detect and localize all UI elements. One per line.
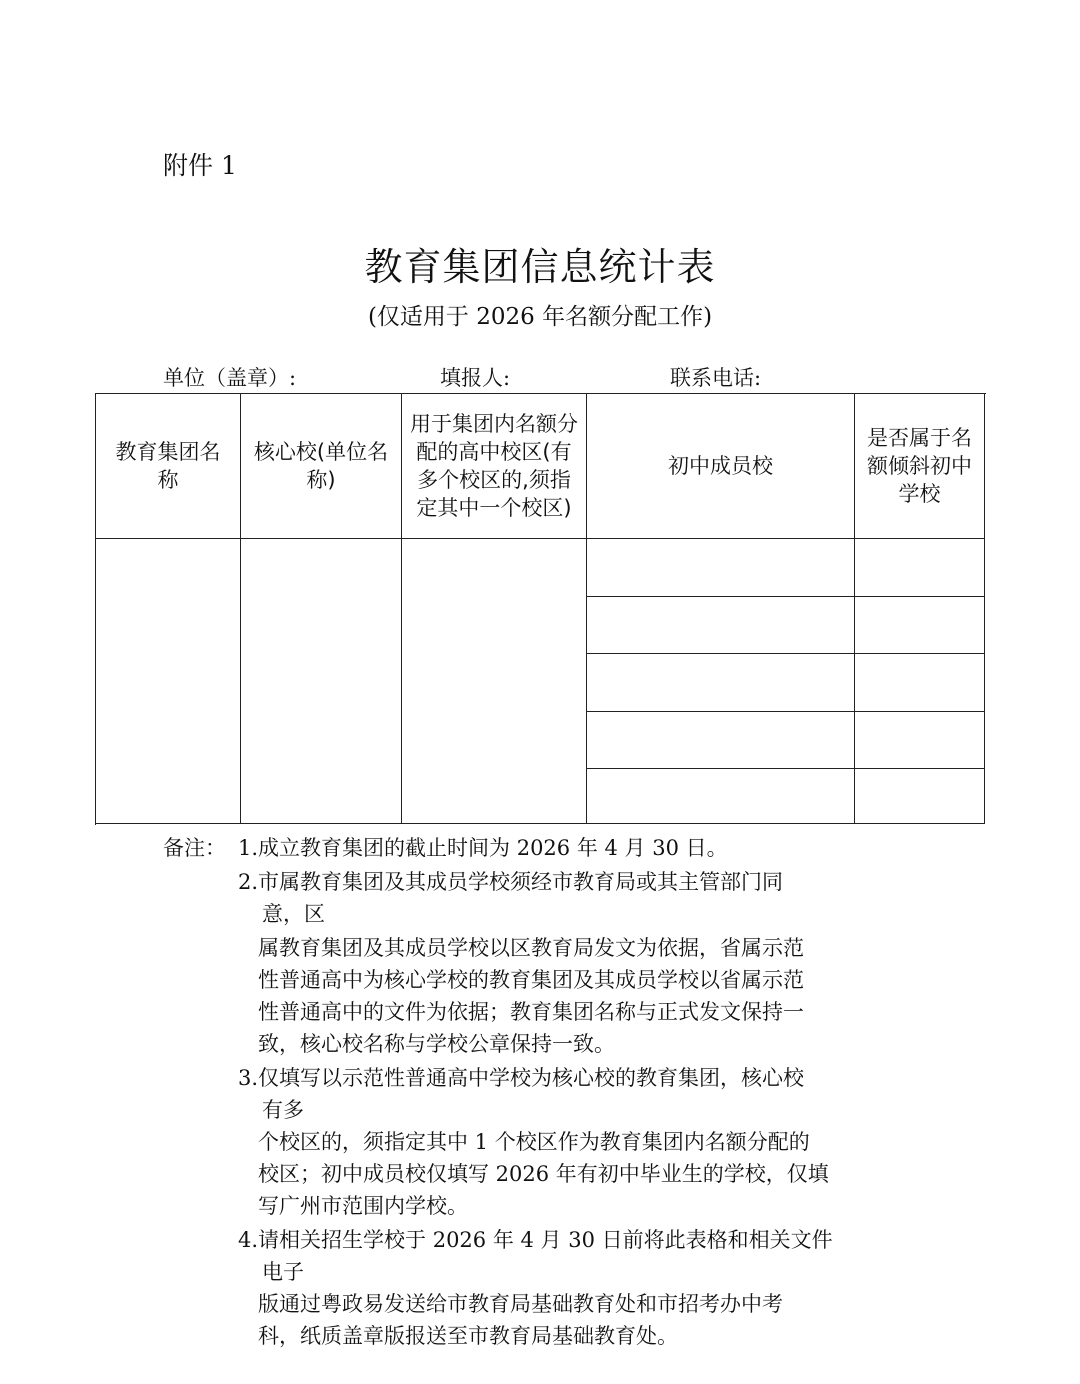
cell-core-school[interactable] — [241, 539, 402, 824]
info-table — [95, 393, 986, 825]
note-2-line-6: 致，核心校名称与学校公章保持一致。 — [258, 1032, 615, 1056]
header-group-name-text: 教育集团名称 — [115, 440, 221, 492]
note-2-line-5: 性普通高中的文件为依据；教育集团名称与正式发文保持一 — [258, 1000, 804, 1024]
header-high-school-campus — [402, 394, 587, 539]
header-junior-member — [587, 394, 855, 539]
note-4-line-2: 电子 — [262, 1260, 304, 1284]
phone-label: 联系电话: — [670, 366, 762, 390]
cell-junior-member-1[interactable] — [587, 539, 855, 597]
note-4-line-3: 版通过粤政易发送给市教育局基础教育处和市招考办中考 — [258, 1292, 783, 1316]
note-4-line-1: 4.请相关招生学校于 2026 年 4 月 30 日前将此表格和相关文件 — [238, 1228, 833, 1252]
note-3-line-3: 个校区的，须指定其中 1 个校区作为教育集团内名额分配的 — [258, 1130, 810, 1154]
filler-label: 填报人: — [440, 366, 511, 390]
cell-junior-member-3[interactable] — [587, 654, 855, 712]
cell-junior-member-2[interactable] — [587, 597, 855, 654]
cell-group-name[interactable] — [96, 539, 241, 824]
note-2-line-3: 属教育集团及其成员学校以区教育局发文为依据，省属示范 — [258, 936, 804, 960]
note-3-line-1: 3.仅填写以示范性普通高中学校为核心校的教育集团，核心校 — [238, 1066, 805, 1090]
notes-label: 备注： — [163, 836, 226, 860]
header-quota-tilt-text: 是否属于名额倾斜初中学校 — [867, 426, 972, 506]
note-1: 1.成立教育集团的截止时间为 2026 年 4 月 30 日。 — [238, 836, 728, 860]
header-junior-member-text: 初中成员校 — [668, 454, 773, 478]
cell-quota-tilt-2[interactable] — [855, 597, 985, 654]
note-3-line-4: 校区；初中成员校仅填写 2026 年有初中毕业生的学校，仅填 — [258, 1162, 829, 1186]
cell-quota-tilt-3[interactable] — [855, 654, 985, 712]
cell-quota-tilt-1[interactable] — [855, 539, 985, 597]
unit-stamp-label: 单位（盖章）: — [163, 366, 297, 390]
note-3-line-2: 有多 — [262, 1098, 304, 1122]
cell-quota-tilt-4[interactable] — [855, 712, 985, 769]
cell-junior-member-4[interactable] — [587, 712, 855, 769]
page-title: 教育集团信息统计表 — [364, 245, 716, 289]
note-4-line-4: 科，纸质盖章版报送至市教育局基础教育处。 — [258, 1324, 678, 1348]
header-core-school-text: 核心校(单位名称) — [253, 440, 389, 492]
header-core-school — [241, 394, 402, 539]
note-2-line-2: 意，区 — [262, 902, 325, 926]
page-subtitle: (仅适用于 2026 年名额分配工作) — [367, 304, 713, 330]
cell-junior-member-5[interactable] — [587, 769, 855, 824]
header-quota-tilt — [855, 394, 985, 539]
attachment-label: 附件 1 — [163, 151, 237, 180]
cell-high-school-campus[interactable] — [402, 539, 587, 824]
note-2-line-4: 性普通高中为核心学校的教育集团及其成员学校以省属示范 — [258, 968, 804, 992]
header-high-school-campus-text: 用于集团内名额分配的高中校区(有多个校区的,须指定其中一个校区) — [410, 412, 578, 520]
note-2-line-1: 2.市属教育集团及其成员学校须经市教育局或其主管部门同 — [238, 870, 784, 894]
header-group-name — [96, 394, 241, 539]
note-3-line-5: 写广州市范围内学校。 — [258, 1194, 468, 1218]
cell-quota-tilt-5[interactable] — [855, 769, 985, 824]
